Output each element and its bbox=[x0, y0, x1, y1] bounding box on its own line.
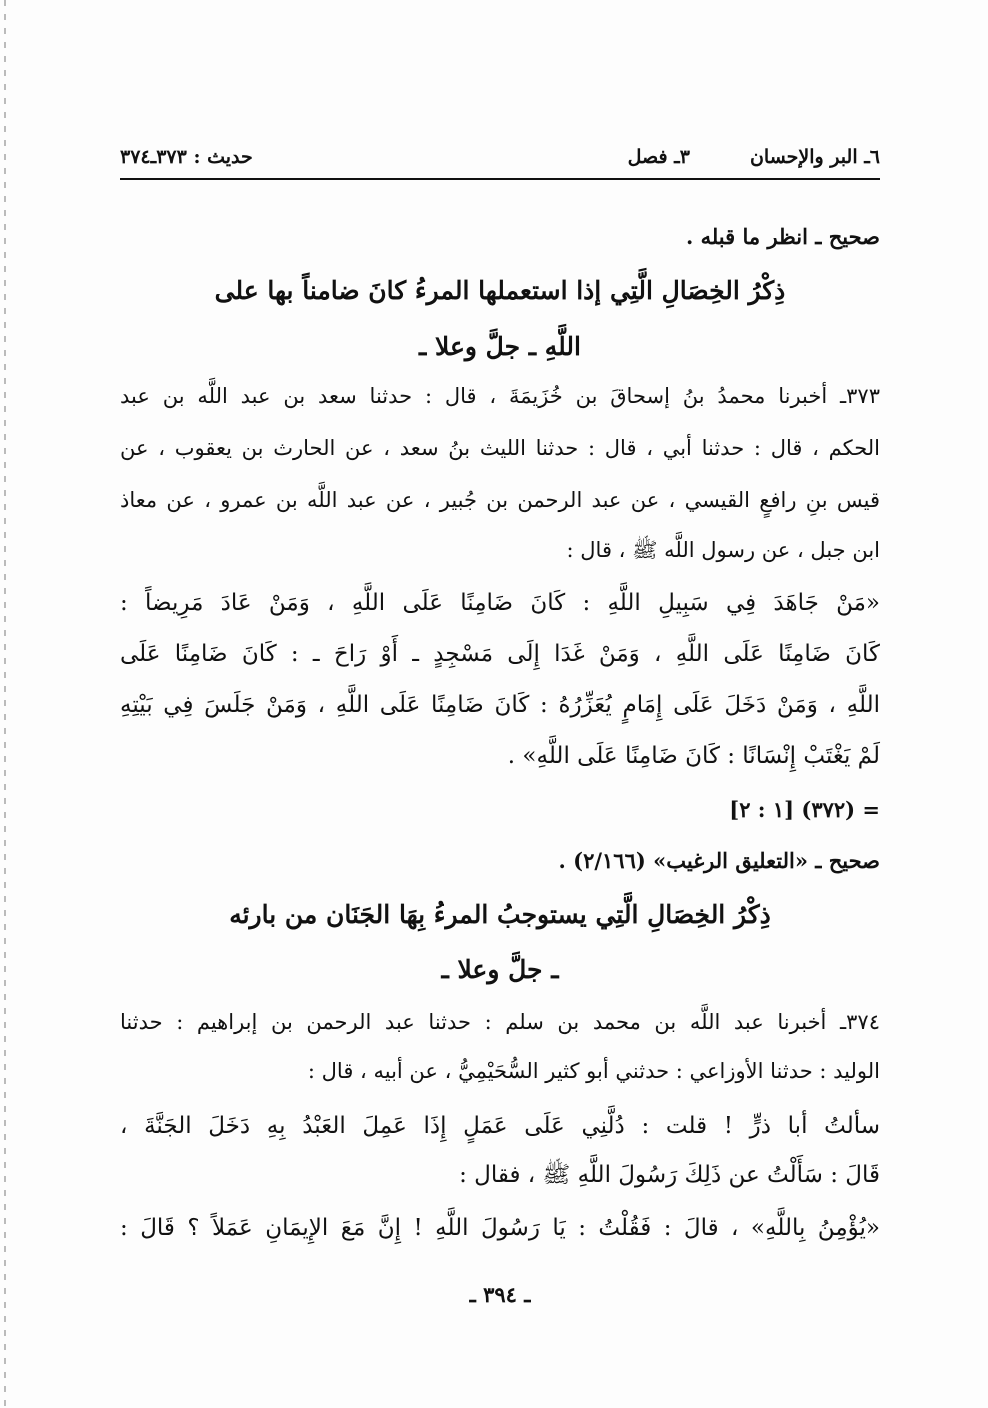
chapter-heading-line: ـ جلَّ وعلا ـ bbox=[441, 955, 559, 984]
isnad-line: الوليد : حدثنا الأوزاعي : حدثني أبو كثير السُّحَيْمِيُّ ، عن أبيه ، قال : bbox=[307, 1059, 880, 1083]
isnad-line: ابن جبل ، عن رسول اللَّه ﷺ ، قال : bbox=[566, 538, 880, 562]
reference-line: = (٣٧٢) [١ : ٢] bbox=[729, 797, 880, 822]
matn-line: كَانَ ضَامِنًا عَلَى اللَّهِ ، وَمَنْ غَدَا إِلَى مَسْجِدٍ ـ أَوْ رَاحَ ـ : كَانَ ضَامِنًا عَلَى bbox=[120, 641, 880, 667]
matn-line: «مَنْ جَاهَدَ فِي سَبِيلِ اللَّهِ : كَانَ ضَامِنًا عَلَى اللَّهِ ، وَمَنْ عَادَ مَرِيضاً : bbox=[120, 590, 880, 616]
matn-line: قَالَ : سَأَلْتُ عن ذَلِكَ رَسُولَ اللَّهِ ﷺ ، فقال : bbox=[459, 1162, 880, 1188]
running-header bbox=[120, 140, 880, 174]
matn-line: «يُؤْمِنُ بِاللَّهِ» ، قالَ : فَقُلْتُ : يَا رَسُولَ اللَّهِ ! إِنَّ مَعَ الإِيمَانِ عَمَلاً ؟ قَالَ : bbox=[120, 1215, 880, 1241]
chapter-heading-line: ذِكْرُ الخِصَالِ الَّتِي يستوجبُ المرءُ بِهَا الجَنَان من بارئه bbox=[229, 900, 771, 929]
isnad-line: الحكم ، قال : حدثنا أبي ، قال : حدثنا الليث بنُ سعد ، عن الحارث بن يعقوب ، عن bbox=[120, 436, 880, 460]
isnad-line: قيس بنِ رافعٍ القيسي ، عن عبد الرحمن بن جُبير ، عن عبد اللَّه بن عمرو ، عن معاذ bbox=[120, 488, 880, 512]
grading-line: صحيح ـ «التعليق الرغيب» (٢/١٦٦) . bbox=[558, 848, 880, 873]
isnad-line: ٣٧٣ـ أخبرنا محمدُ بنُ إسحاقَ بن خُزَيمَةَ ، قال : حدثنا سعد بن عبد اللَّه بن عبد bbox=[120, 384, 880, 408]
chapter-title: ٦ـ البر والإحسان bbox=[749, 146, 880, 168]
chapter-heading-line: اللَّهِ ـ جلَّ وعلا ـ bbox=[419, 332, 581, 361]
book-page bbox=[120, 0, 880, 1408]
matn-line: سألتُ أبا ذرٍّ ! قلت : دُلَّنِي عَلَى عَمَلٍ إِذَا عَمِلَ العَبْدُ بِهِ دَخَلَ الجَنَّةَ ، bbox=[120, 1113, 880, 1139]
matn-line: اللَّهِ ، وَمَنْ دَخَلَ عَلَى إِمَامٍ يُعَزِّرُهُ : كَانَ ضَامِنًا عَلَى اللَّهِ ، وَمَنْ جَلَسَ فِي بَيْتِهِ bbox=[120, 692, 880, 718]
matn-line: لَمْ يَغْتَبْ إِنْسَانًا : كَانَ ضَامِنًا عَلَى اللَّهِ» . bbox=[507, 743, 880, 769]
scan-edge-mark bbox=[4, 0, 6, 1408]
chapter-heading-line: ذِكْرُ الخِصَالِ الَّتِي إذا استعملها المرءُ كانَ ضامناً بها على bbox=[214, 276, 786, 305]
page-number: ـ ٣٩٤ ـ bbox=[469, 1282, 531, 1307]
hadith-range: حديث : ٣٧٣ـ٣٧٤ bbox=[120, 146, 253, 168]
grading-line: صحيح ـ انظر ما قبله . bbox=[685, 224, 880, 249]
section-title: ٣ـ فصل bbox=[627, 146, 690, 168]
isnad-line: ٣٧٤ـ أخبرنا عبد اللَّه بن محمد بن سلم : حدثنا عبد الرحمن بن إبراهيم : حدثنا bbox=[120, 1010, 880, 1034]
header-rule bbox=[120, 178, 880, 180]
